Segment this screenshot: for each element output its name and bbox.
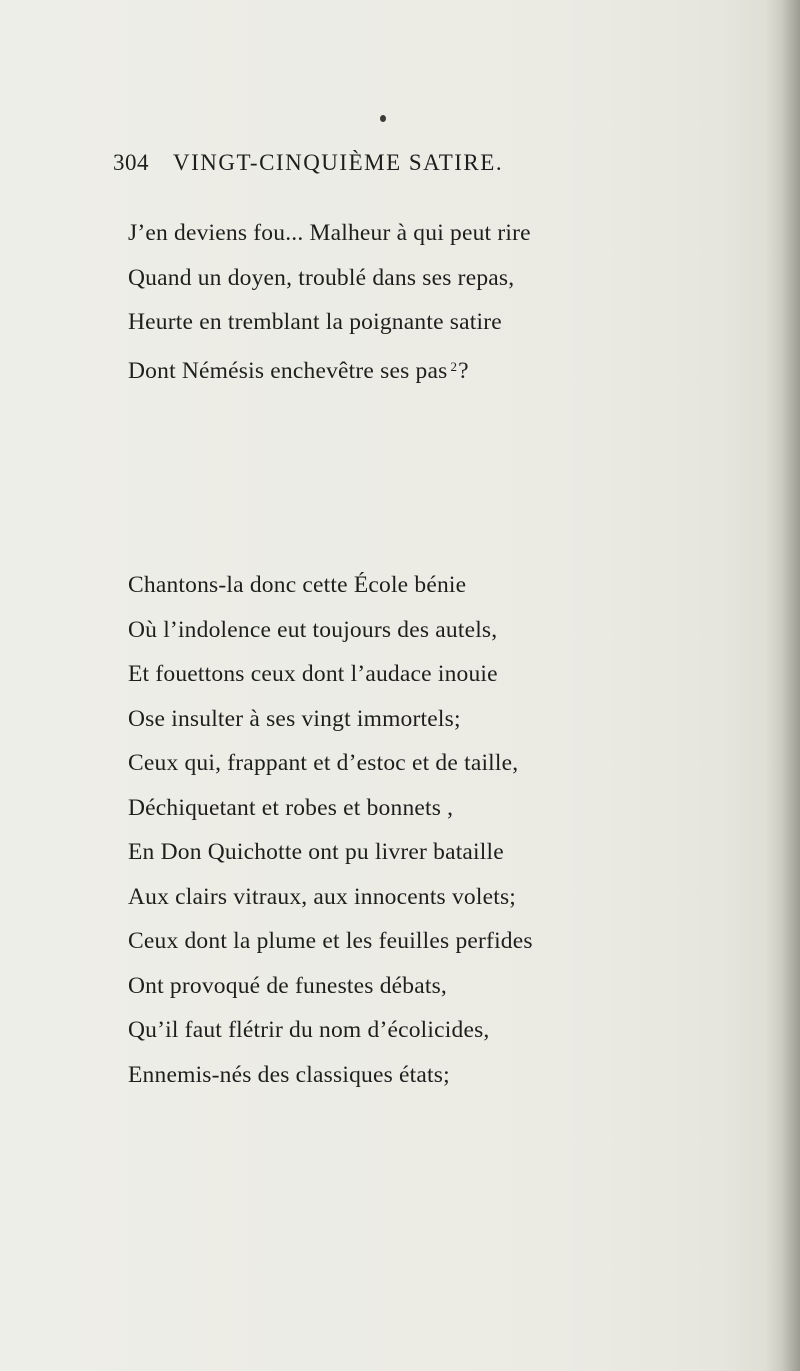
running-head: VINGT-CINQUIÈME SATIRE. [173,150,504,175]
verse-line: Qu’il faut flétrir du nom d’écolicides, [128,1017,490,1043]
verse-line: Aux clairs vitraux, aux innocents volets; [128,883,517,910]
verse-line: Ceux dont la plume et les feuilles perfides [128,928,533,954]
verse-line: Ennemis-nés des classiques états; [128,1061,450,1088]
verse-line: Chantons-la donc cette École bénie [128,572,467,598]
stanza-1 [128,211,531,389]
verse-line-end: ? [458,357,469,384]
verse-line: Ont provoqué de funestes débats, [128,972,448,999]
verse-line: En Don Quichotte ont pu livrer bataille [128,839,504,865]
page-number: 304 [113,150,149,175]
stanza-2 [128,563,533,1097]
verse-line-with-footnote [128,345,531,390]
verse-line-text: Dont Némésis enchevêtre ses pas [128,357,448,384]
page-edge-shadow [766,0,800,1371]
verse-line: Et fouettons ceux dont l’audace inouie [128,661,498,687]
verse-line: Heurte en tremblant la poignante satire [128,309,502,335]
verse-line: J’en deviens fou... Malheur à qui peut rire [128,220,531,246]
verse-line: Ose insulter à ses vingt immortels; [128,705,461,732]
verse-line: Déchiquetant et robes et bonnets , [128,794,454,821]
verse-line: Ceux qui, frappant et d’estoc et de taille, [128,750,519,776]
verse-line: Quand un doyen, troublé dans ses repas, [128,264,515,291]
footnote-reference: 2 [450,358,458,374]
verse-line: Où l’indolence eut toujours des autels, [128,616,498,643]
ink-dot [380,115,386,122]
page-header [113,150,713,190]
